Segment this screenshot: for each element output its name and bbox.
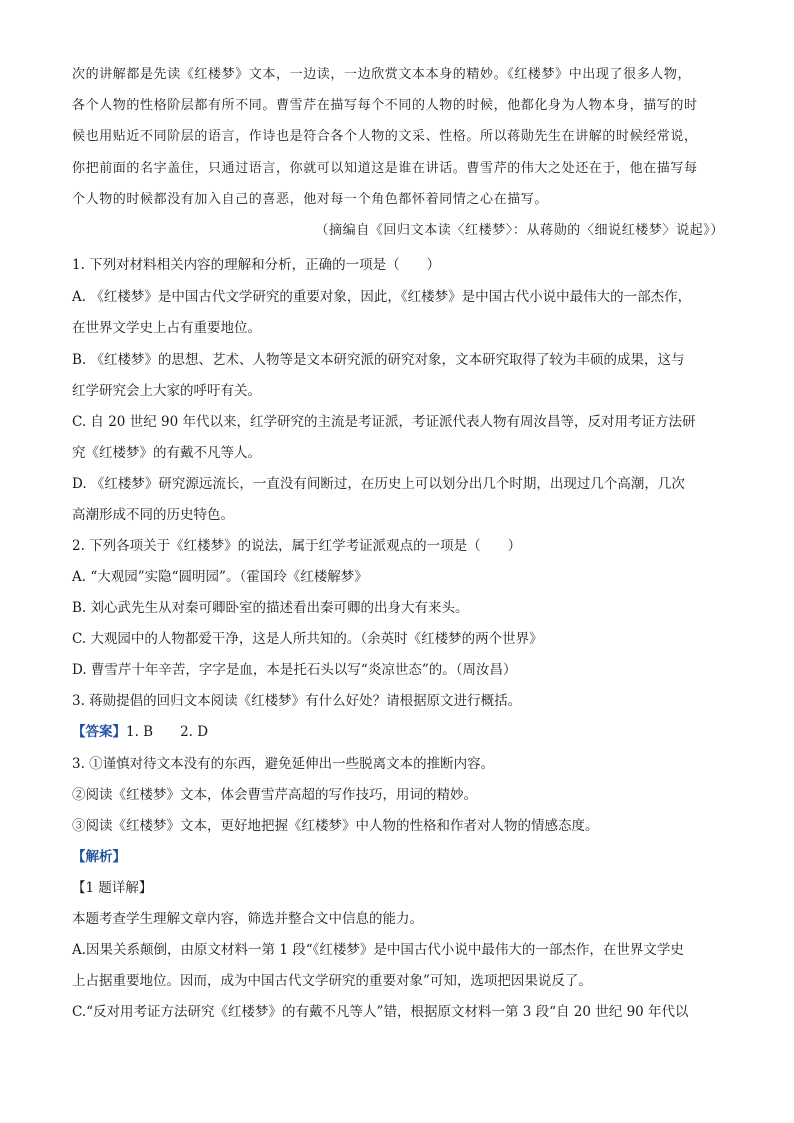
q1-option-d-cont: 高潮形成不同的历史特色。 [72,507,234,523]
q1-option-a: A. 《红楼梦》是中国古代文学研究的重要对象，因此，《红楼梦》是中国古代小说中最伟大的一部杰作， [72,289,692,305]
analysis-label: 【解析】 [72,849,126,865]
answer-q3-line: ②阅读《红楼梦》文本，体会曹雪芹高超的写作技巧，用词的精妙。 [72,787,477,803]
analysis-row [72,848,724,866]
q2-option-b: B. 刘心武先生从对秦可卿卧室的描述看出秦可卿的出身大有来头。 [72,600,469,616]
answer-q3-line: ③阅读《红楼梦》文本，更好地把握《红楼梦》中人物的性格和作者对人物的情感态度。 [72,818,599,834]
question-1-stem: 1. 下列对材料相关内容的理解和分析，正确的一项是（ ） [72,257,441,273]
analysis-line: 上占据重要地位。因而，成为中国古代文学研究的重要对象”可知，选项把因果说反了。 [72,973,592,989]
q1-option-c-cont: 究《红楼梦》的有戴不凡等人。 [72,445,261,461]
analysis-line: C.“反对用考证方法研究《红楼梦》的有戴不凡等人”错，根据原文材料一第 3 段“自 20 世纪 90 年代以 [72,1004,689,1020]
passage-line: 你把前面的名字盖住，只通过语言，你就可以知道这是谁在讲话。曹雪芹的伟大之处还在于，他在描写每 [72,161,698,176]
question-3-stem: 3. 蒋勋提倡的回归文本阅读《红楼梦》有什么好处？请根据原文进行概括。 [72,693,522,709]
analysis-line: 本题考查学生理解文章内容，筛选并整合文中信息的能力。 [72,911,423,927]
q1-detail-heading: 【1 题详解】 [72,880,153,896]
q2-option-d: D. 曹雪芹十年辛苦，字字是血，本是托石头以写“炎凉世态”的。（周汝昌） [72,662,517,678]
answer-label: 【答案】 [72,724,126,740]
passage-line: 次的讲解都是先读《红楼梦》文本，一边读，一边欣赏文本本身的精妙。《红楼梦》中出现了很多人物， [72,67,692,82]
q1-option-d: D. 《红楼梦》研究源远流长，一直没有间断过，在历史上可以划分出几个时期，出现过几个高潮，几次 [72,476,685,492]
q1-option-a-cont: 在世界文学史上占有重要地位。 [72,320,261,336]
q2-option-c: C. 大观园中的人物都爱干净，这是人所共知的。（余英时《红楼梦的两个世界》 [72,631,543,647]
passage-line: 候也用贴近不同阶层的语言，作诗也是符合各个人物的文采、性格。所以蒋勋先生在讲解的时候经常说， [72,129,698,144]
q1-option-b: B. 《红楼梦》的思想、艺术、人物等是文本研究派的研究对象，文本研究取得了较为丰硕的成果，这与 [72,352,685,368]
passage-line: 个人物的时候都没有加入自己的喜恶，他对每一个角色都怀着同情之心在描写。 [72,192,549,207]
answer-q12: 1. B 2. D [126,724,209,740]
q2-option-a: A. “大观园”实隐“圆明园”。（霍国玲《红楼解梦》 [72,569,368,585]
q1-option-b-cont: 红学研究会上大家的呼吁有关。 [72,383,261,399]
q1-option-c: C. 自 20 世纪 90 年代以来，红学研究的主流是考证派，考证派代表人物有周汝昌等，反对用考证方法研 [72,414,696,430]
answer-row [72,723,724,741]
question-2-stem: 2. 下列各项关于《红楼梦》的说法，属于红学考证派观点的一项是（ ） [72,538,522,554]
analysis-line: A.因果关系颠倒，由原文材料一第 1 段“《红楼梦》是中国古代小说中最伟大的一部杰作，在世界文学史 [72,942,684,958]
passage-line: 各个人物的性格阶层都有所不同。曹雪芹在描写每个不同的人物的时候，他都化身为人物本身，描写的时 [72,98,698,113]
source-citation: （摘编自《回归文本读〈红楼梦〉：从蒋勋的〈细说红楼梦〉说起》） [315,223,724,238]
answer-q3-line: 3. ①谨慎对待文本没有的东西，避免延伸出一些脱离文本的推断内容。 [72,756,495,772]
